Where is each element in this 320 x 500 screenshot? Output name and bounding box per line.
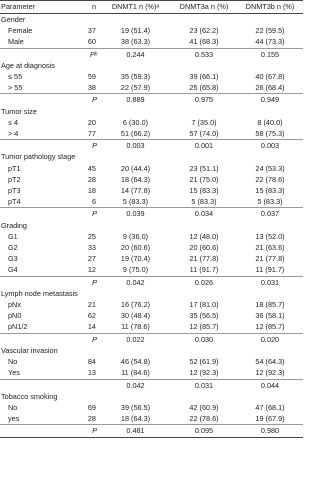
dnmt3b-value: 47 (68.1) bbox=[255, 402, 285, 412]
table-row bbox=[0, 413, 303, 425]
header-dnmt3a: DNMT3a n (%) bbox=[171, 1, 237, 14]
table-row bbox=[0, 196, 303, 208]
section-title: Vascular invasion bbox=[1, 345, 58, 355]
dnmt3b-value: 15 (83.3) bbox=[255, 186, 285, 196]
p-label: P bbox=[83, 208, 100, 220]
section-header-row bbox=[0, 14, 303, 26]
p-label: P bbox=[83, 94, 100, 106]
dnmt1-p-value: 0.003 bbox=[100, 140, 171, 152]
row-n: 13 bbox=[87, 368, 96, 378]
table-row bbox=[0, 321, 303, 333]
row-label: pN1/2 bbox=[8, 322, 28, 332]
p-value-row bbox=[0, 208, 303, 220]
section-header-row bbox=[0, 60, 303, 71]
dnmt3b-p-value: 0.003 bbox=[237, 140, 303, 152]
dnmt1-p-value: 0.042 bbox=[100, 276, 171, 288]
row-n: 6 bbox=[91, 197, 96, 207]
dnmt3b-value: 21 (77.8) bbox=[255, 254, 285, 264]
dnmt3a-p-value: 0.031 bbox=[171, 379, 237, 391]
dnmt3b-p-value: 0.155 bbox=[237, 48, 303, 60]
row-label: pT2 bbox=[8, 174, 21, 184]
section-title: Tumor pathology stage bbox=[1, 152, 76, 162]
dnmt3a-value: 39 (66.1) bbox=[189, 72, 219, 82]
row-n: 38 bbox=[87, 83, 96, 93]
dnmt3b-value: 22 (59.5) bbox=[255, 26, 285, 36]
row-n: 25 bbox=[87, 231, 96, 241]
dnmt3a-value: 22 (78.6) bbox=[189, 414, 219, 424]
p-label: P bbox=[83, 333, 100, 345]
row-n: 27 bbox=[87, 254, 96, 264]
row-n: 18 bbox=[87, 186, 96, 196]
row-label: G3 bbox=[8, 254, 18, 264]
table-row bbox=[0, 117, 303, 128]
p-value-row bbox=[0, 94, 303, 106]
dnmt3a-value: 11 (91.7) bbox=[189, 265, 219, 275]
table-row bbox=[0, 402, 303, 413]
dnmt3a-value: 21 (77.8) bbox=[189, 254, 219, 264]
dnmt3a-value: 12 (85.7) bbox=[189, 322, 219, 332]
dnmt1-value: 38 (63.3) bbox=[120, 37, 151, 47]
dnmt3a-p-value: 0.975 bbox=[171, 94, 237, 106]
row-n: 28 bbox=[87, 174, 96, 184]
header-parameter: Parameter bbox=[0, 1, 83, 14]
table-row bbox=[0, 367, 303, 379]
dnmt3a-value: 41 (68.3) bbox=[189, 37, 219, 47]
header-dnmt1: DNMT1 n (%)ᵃ bbox=[100, 1, 171, 14]
dnmt1-value: 9 (75.0) bbox=[122, 265, 149, 275]
dnmt1-value: 30 (48.4) bbox=[120, 311, 151, 321]
p-row-spacer bbox=[0, 333, 83, 345]
dnmt1-value: 6 (30.0) bbox=[122, 117, 149, 127]
dnmt3a-p-value: 0.095 bbox=[171, 425, 237, 437]
dnmt3b-value: 5 (83.3) bbox=[257, 197, 283, 207]
section-title: Lymph node metastasis bbox=[1, 288, 78, 298]
row-n: 45 bbox=[87, 163, 96, 173]
table-row bbox=[0, 253, 303, 264]
row-n: 12 bbox=[87, 265, 96, 275]
section-title: Gender bbox=[1, 15, 26, 24]
p-value-row bbox=[0, 276, 303, 288]
dnmt1-p-value: 0.244 bbox=[100, 48, 171, 60]
row-n: 33 bbox=[87, 243, 96, 253]
dnmt3a-p-value: 0.030 bbox=[171, 333, 237, 345]
dnmt3a-p-value: 0.001 bbox=[171, 140, 237, 152]
dnmt1-value: 19 (51.4) bbox=[120, 26, 151, 36]
table-row bbox=[0, 36, 303, 48]
section-title: Tumor size bbox=[1, 106, 37, 116]
section-header-row bbox=[0, 391, 303, 402]
row-n: 14 bbox=[87, 322, 96, 332]
p-row-spacer bbox=[0, 48, 83, 60]
table-row bbox=[0, 128, 303, 140]
table-row bbox=[0, 231, 303, 242]
dnmt3b-value: 58 (75.3) bbox=[255, 129, 285, 139]
dnmt1-value: 11 (78.6) bbox=[121, 322, 150, 332]
row-label: yes bbox=[8, 414, 20, 424]
dnmt3b-p-value: 0.037 bbox=[237, 208, 303, 220]
table-row bbox=[0, 163, 303, 174]
section-title: Tobacco smoking bbox=[1, 391, 58, 401]
dnmt3b-p-value: 0.949 bbox=[237, 94, 303, 106]
table-row bbox=[0, 356, 303, 367]
row-label: Yes bbox=[8, 368, 20, 378]
dnmt1-value: 51 (66.2) bbox=[120, 129, 151, 139]
dnmt1-p-value: 0.889 bbox=[100, 94, 171, 106]
table-row bbox=[0, 264, 303, 276]
header-n: n bbox=[83, 1, 100, 14]
dnmt3b-value: 12 (85.7) bbox=[255, 322, 285, 332]
row-label: > 4 bbox=[8, 129, 19, 139]
dnmt1-value: 19 (70.4) bbox=[120, 254, 151, 264]
table-body bbox=[0, 14, 303, 438]
dnmt3a-value: 25 (65.8) bbox=[189, 83, 219, 93]
section-header-row bbox=[0, 151, 303, 162]
dnmt1-value: 39 (56.5) bbox=[120, 402, 151, 412]
p-row-spacer bbox=[0, 94, 83, 106]
row-n: 37 bbox=[87, 26, 96, 36]
dnmt3b-value: 22 (78.6) bbox=[255, 174, 285, 184]
dnmt1-value: 18 (64.3) bbox=[120, 414, 151, 424]
dnmt3a-p-value: 0.034 bbox=[171, 208, 237, 220]
table-row bbox=[0, 174, 303, 185]
row-label: G2 bbox=[8, 243, 18, 253]
row-n: 28 bbox=[87, 414, 96, 424]
dnmt3a-value: 20 (60.6) bbox=[189, 243, 219, 253]
dnmt3a-value: 35 (56.5) bbox=[189, 311, 219, 321]
dnmt1-value: 9 (36.0) bbox=[122, 231, 149, 241]
p-label: P bbox=[83, 276, 100, 288]
dnmt3a-value: 7 (35.0) bbox=[191, 117, 217, 127]
p-value-row bbox=[0, 425, 303, 437]
row-label: ≤ 4 bbox=[8, 117, 19, 127]
section-header-row bbox=[0, 345, 303, 356]
dnmt3b-value: 21 (63.6) bbox=[255, 243, 285, 253]
dnmt1-value: 46 (54.8) bbox=[120, 357, 151, 367]
dnmt3a-value: 52 (61.9) bbox=[189, 357, 219, 367]
section-header-row bbox=[0, 220, 303, 231]
p-row-spacer bbox=[0, 379, 83, 391]
row-n: 62 bbox=[87, 311, 96, 321]
dnmt3a-value: 42 (60.9) bbox=[189, 402, 219, 412]
row-n: 21 bbox=[87, 300, 96, 310]
dnmt3b-value: 36 (58.1) bbox=[255, 311, 285, 321]
table-row bbox=[0, 299, 303, 310]
dnmt3b-value: 13 (52.0) bbox=[255, 231, 285, 241]
dnmt1-p-value: 0.039 bbox=[100, 208, 171, 220]
p-row-spacer bbox=[0, 208, 83, 220]
dnmt3b-p-value: 0.980 bbox=[237, 425, 303, 437]
row-n: 69 bbox=[87, 402, 96, 412]
header-dnmt3b: DNMT3b n (%) bbox=[237, 1, 303, 14]
section-title: Age at diagnosis bbox=[1, 60, 55, 70]
row-label: No bbox=[8, 402, 18, 412]
dnmt1-value: 20 (44.4) bbox=[120, 163, 151, 173]
row-label: G1 bbox=[8, 231, 18, 241]
dnmt1-p-value: 0.481 bbox=[100, 425, 171, 437]
p-value-row bbox=[0, 48, 303, 60]
dnmt3b-p-value: 0.044 bbox=[237, 379, 303, 391]
row-n: 77 bbox=[87, 129, 96, 139]
dnmt1-value: 20 (60.6) bbox=[120, 243, 151, 253]
row-label: pT1 bbox=[8, 163, 21, 173]
dnmt3a-value: 23 (51.1) bbox=[189, 163, 219, 173]
row-label: Male bbox=[8, 37, 24, 47]
row-label: pT4 bbox=[8, 197, 21, 207]
dnmt3a-p-value: 0.533 bbox=[171, 48, 237, 60]
p-label: P bbox=[83, 425, 100, 437]
p-label: P bbox=[83, 140, 100, 152]
row-label: ≤ 55 bbox=[8, 72, 23, 82]
dnmt1-value: 22 (57.9) bbox=[120, 83, 151, 93]
dnmt1-value: 35 (59.3) bbox=[120, 72, 151, 82]
dnmt3a-value: 12 (48.0) bbox=[189, 231, 219, 241]
dnmt3b-p-value: 0.031 bbox=[237, 276, 303, 288]
table-row bbox=[0, 82, 303, 94]
row-label: No bbox=[8, 357, 18, 367]
row-label: pN0 bbox=[8, 311, 22, 321]
table-row bbox=[0, 310, 303, 321]
dnmt3a-value: 21 (75.0) bbox=[189, 174, 219, 184]
dnmt3b-p-value: 0.020 bbox=[237, 333, 303, 345]
row-n: 84 bbox=[87, 357, 96, 367]
row-n: 20 bbox=[87, 117, 96, 127]
dnmt3b-value: 8 (40.0) bbox=[257, 117, 283, 127]
dnmt3b-value: 40 (67.8) bbox=[255, 72, 285, 82]
dnmt1-p-value: 0.022 bbox=[100, 333, 171, 345]
dnmt3a-value: 23 (62.2) bbox=[189, 26, 219, 36]
dnmt3a-value: 15 (83.3) bbox=[189, 186, 219, 196]
header-row bbox=[0, 1, 303, 14]
p-value-row bbox=[0, 333, 303, 345]
section-header-row bbox=[0, 288, 303, 299]
row-n: 59 bbox=[87, 72, 96, 82]
dnmt3b-value: 18 (85.7) bbox=[255, 300, 285, 310]
dnmt1-p-value: 0.042 bbox=[100, 379, 171, 391]
table-row bbox=[0, 25, 303, 36]
p-row-spacer bbox=[0, 425, 83, 437]
p-row-spacer bbox=[0, 140, 83, 152]
p-label: Pᵇ bbox=[83, 48, 100, 60]
row-label: > 55 bbox=[8, 83, 23, 93]
dnmt1-value: 18 (64.3) bbox=[120, 174, 151, 184]
dnmt1-value: 14 (77.8) bbox=[120, 186, 151, 196]
dnmt1-value: 5 (83.3) bbox=[122, 197, 149, 207]
dnmt3a-value: 17 (81.0) bbox=[189, 300, 219, 310]
row-label: pT3 bbox=[8, 186, 21, 196]
p-row-spacer bbox=[0, 276, 83, 288]
dnmt3a-value: 12 (92.3) bbox=[189, 368, 219, 378]
dnmt3a-value: 5 (83.3) bbox=[191, 197, 217, 207]
dnmt1-value: 11 (84.6) bbox=[121, 368, 150, 378]
dnmt3b-value: 54 (64.3) bbox=[255, 357, 285, 367]
dnmt1-value: 16 (76.2) bbox=[120, 300, 151, 310]
row-label: pNx bbox=[8, 300, 21, 310]
row-label: Female bbox=[8, 26, 33, 36]
dnmt3b-value: 44 (73.3) bbox=[255, 37, 285, 47]
p-value-row bbox=[0, 379, 303, 391]
dnmt3b-value: 26 (68.4) bbox=[255, 83, 285, 93]
row-n: 60 bbox=[87, 37, 96, 47]
table-row bbox=[0, 242, 303, 253]
row-label: G4 bbox=[8, 265, 18, 275]
table-row bbox=[0, 71, 303, 82]
dnmt3b-value: 12 (92.3) bbox=[255, 368, 285, 378]
section-header-row bbox=[0, 106, 303, 117]
table-row bbox=[0, 185, 303, 196]
dnmt3b-value: 11 (91.7) bbox=[255, 265, 285, 275]
p-value-row bbox=[0, 140, 303, 152]
section-title: Grading bbox=[1, 220, 27, 230]
dnmt3a-p-value: 0.026 bbox=[171, 276, 237, 288]
dnmt3b-value: 19 (67.9) bbox=[255, 414, 285, 424]
dnmt3b-value: 24 (53.3) bbox=[255, 163, 285, 173]
p-label bbox=[83, 379, 100, 391]
dnmt3a-value: 57 (74.0) bbox=[189, 129, 219, 139]
